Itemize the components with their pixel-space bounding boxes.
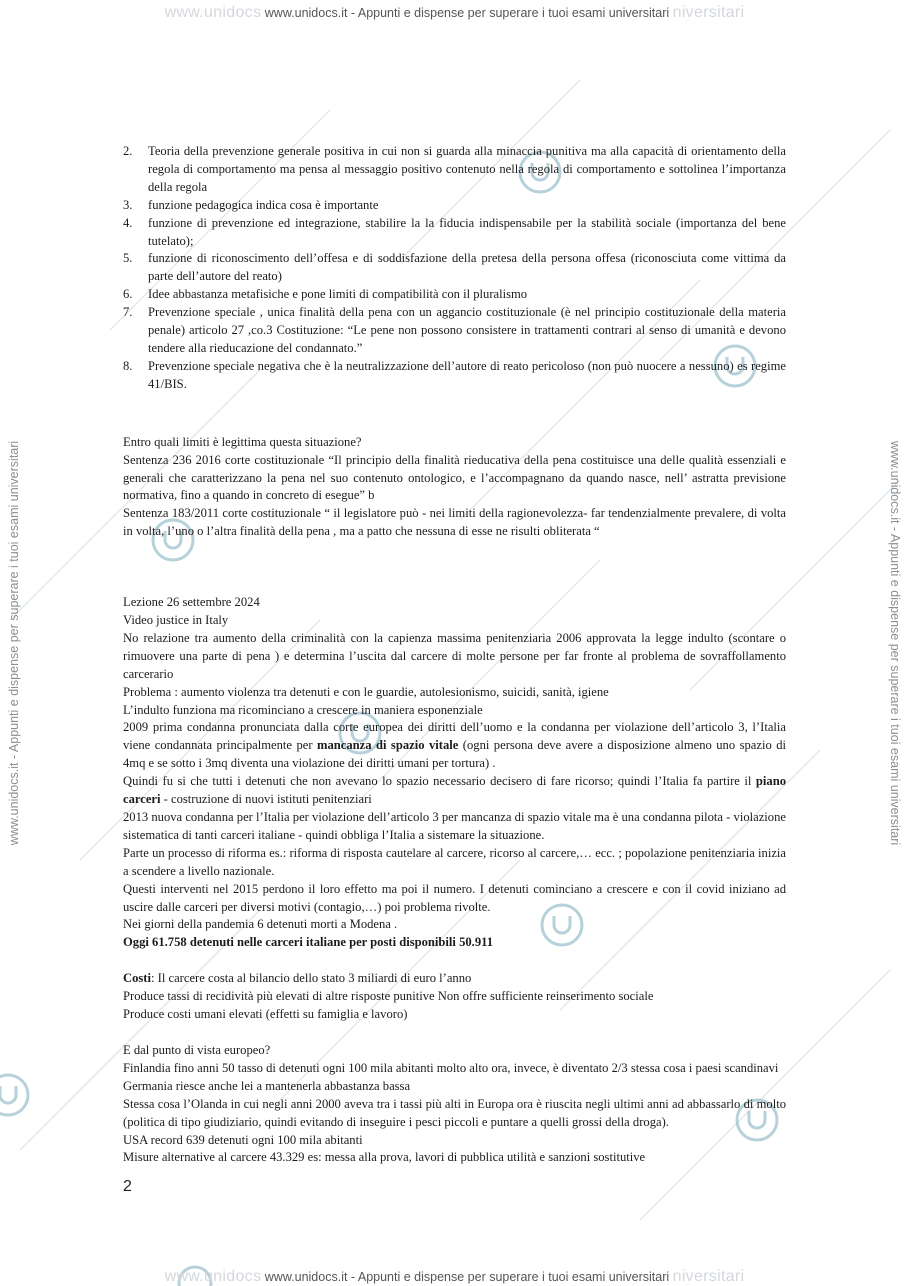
document-body <box>123 143 786 1167</box>
spacer <box>123 541 786 594</box>
sentenza-183-paragraph: Sentenza 183/2011 corte costituzionale “ il legislatore può - nei limiti della ragionevolezza- far tendenzialmente prevalere, di volta in volta, l’uno o l’altra finalità della pena , ma a patto che nessuna di esse ne risulti obliterata “ <box>123 506 786 539</box>
spacer <box>123 394 786 434</box>
costi-umani-paragraph: Produce costi umani elevati (effetti su famiglia e lavoro) <box>123 1007 408 1022</box>
list-item-number: 2. <box>123 144 133 158</box>
olanda-paragraph: Stessa cosa l’Olanda in cui negli anni 2000 aveva tra i tassi più alti in Europa ora è riuscita negli ultimi anni ad abbassarlo di molto (politica di tipo giudiziario, quindi evitando di inseguire i pesci piccoli e puntare a quelli grossi della droga). <box>123 1096 786 1129</box>
list-item <box>123 286 786 304</box>
condanna-2009-text-a: 2009 prima condanna pronunciata dalla corte europea dei diritti dell’uomo e la condanna per violazione dell’articolo 3, l’Italia viene condannata principalmente per <box>123 720 786 753</box>
watermark-header <box>0 4 909 22</box>
list-item-text: funzione di prevenzione ed integrazione, stabilire la la fiducia indispensabile per la stabilità sociale (importanza del bene tutelato); <box>148 215 786 248</box>
list-item-text: Teoria della prevenzione generale positiva in cui non si guarda alla minaccia punitiva ma alla capacità di orientamento della regola di comportamento ma pensa al messaggio positivo contenuto nella regola di comportamento e sottolinea l’importanza della regola <box>148 144 786 194</box>
page-number: 2 <box>123 1178 132 1195</box>
europa-question: E dal punto di vista europeo? <box>123 1042 271 1057</box>
costi-label: Costi <box>123 971 151 986</box>
list-item <box>123 358 786 394</box>
spacer <box>123 1024 786 1042</box>
watermark-header-ghost-right: niversitari <box>672 4 745 21</box>
unidocs-logo-icon <box>0 1075 28 1115</box>
list-item-text: funzione pedagogica indica cosa è importante <box>148 197 379 212</box>
list-item <box>123 197 786 215</box>
watermark-footer <box>0 1268 909 1286</box>
list-item <box>123 304 786 358</box>
detenuti-oggi-bold: Oggi 61.758 detenuti nelle carceri italiane per posti disponibili 50.911 <box>123 935 494 950</box>
interventi-2015-paragraph: Questi interventi nel 2015 perdono il loro effetto ma poi il numero. I detenuti cominciano a crescere e con il covid iniziano ad uscire dalle carceri per diversi motivi (contagio,…) poi problema rivolte. <box>123 881 786 914</box>
spacer <box>123 952 786 970</box>
watermark-side-right <box>888 440 902 846</box>
indulto-esito-paragraph: L’indulto funziona ma ricominciano a crescere in maniera esponenziale <box>123 702 483 717</box>
list-item-text: Prevenzione speciale , unica finalità della pena con un aggancio costituzionale (è nel principio costituzionale della materia penale) articolo 27 ,co.3 Costituzione: “Le pene non possono consistere in trattamenti contrari al senso di umanità e devono tendere alla rieducazione del condannato.” <box>148 305 786 355</box>
condanna-2013-paragraph: 2013 nuova condanna per l’Italia per violazione dell’articolo 3 per mancanza di spazio vitale ma è una condanna pilota - violazione sistematica di tanti carceri italiane - quindi obbliga l’Italia a sistemare la situazione. <box>123 810 786 842</box>
limiti-question: Entro quali limiti è legittima questa situazione? <box>123 434 362 449</box>
watermark-header-ghost-left: www.unidocs <box>164 4 262 21</box>
list-item-number: 8. <box>123 358 133 373</box>
watermark-side-left <box>7 440 21 846</box>
detenuti-oggi-paragraph <box>123 934 786 952</box>
sentenza-236-paragraph: Sentenza 236 2016 corte costituzionale “Il principio della finalità rieducativa della pena costituisce una delle qualità essenziali e generali che caratterizzano la pena nel suo contenuto ontologico, e l’accompagnano da quando nasce, nell’ astratta previsione normativa, fino a quando in concreto di esegue” b <box>123 452 786 503</box>
problema-paragraph: Problema : aumento violenza tra detenuti e con le guardie, autolesionismo, suicidi, sanità, igiene <box>123 684 609 699</box>
piano-carceri-bold: piano carceri <box>123 774 786 807</box>
watermark-footer-ghost-left: www.unidocs <box>164 1268 262 1285</box>
finlandia-paragraph: Finlandia fino anni 50 tasso di detenuti ogni 100 mila abitanti molto alto ora, invece, è diventato 2/3 stessa cosa i paesi scandinavi <box>123 1060 779 1075</box>
pandemia-paragraph: Nei giorni della pandemia 6 detenuti morti a Modena . <box>123 917 398 932</box>
watermark-footer-ghost-right: niversitari <box>672 1268 745 1285</box>
lezione-date: Lezione 26 settembre 2024 <box>123 595 260 610</box>
list-item-text: funzione di riconoscimento dell’offesa e di soddisfazione della pretesa della persona offesa (riconosciuta come vittima da parte dell’autore del reato) <box>148 251 786 284</box>
list-item-text: Idee abbastanza metafisiche e pone limiti di compatibilità con il pluralismo <box>148 287 528 302</box>
numbered-list <box>123 143 786 394</box>
condanna-2009-paragraph <box>123 719 786 773</box>
watermark-footer-text: www.unidocs.it - Appunti e dispense per superare i tuoi esami universitari <box>264 1270 670 1284</box>
misure-alternative-paragraph: Misure alternative al carcere 43.329 es: messa alla prova, lavori di pubblica utilità e sanzioni sostitutive <box>123 1150 646 1165</box>
list-item <box>123 143 786 197</box>
germania-paragraph: Germania riesce anche lei a mantenerla abbastanza bassa <box>123 1078 411 1093</box>
list-item-number: 4. <box>123 215 133 230</box>
riforma-paragraph: Parte un processo di riforma es.: riforma di risposta cautelare al carcere, ricorso al carcere,… ecc. ; popolazione penitenziaria inizia a scendere a livello nazionale. <box>123 845 786 878</box>
costi-paragraph <box>123 970 786 988</box>
list-item-number: 6. <box>123 287 133 302</box>
costi-text: : Il carcere costa al bilancio dello stato 3 miliardi di euro l’anno <box>151 971 472 986</box>
list-item-number: 3. <box>123 197 133 212</box>
watermark-side-left-text: www.unidocs.it - Appunti e dispense per superare i tuoi esami universitari <box>7 440 21 846</box>
watermark-header-text: www.unidocs.it - Appunti e dispense per superare i tuoi esami universitari <box>264 6 670 20</box>
piano-carceri-text-a: Quindi fu si che tutti i detenuti che non avevano lo spazio necessario decisero di fare ricorso; quindi l’Italia fa partire il <box>123 774 756 789</box>
lezione-video: Video justice in Italy <box>123 613 229 628</box>
list-item-text: Prevenzione speciale negativa che è la neutralizzazione dell’autore di reato pericoloso (non può nuocere a nessuno) es regime 41/BIS. <box>148 358 786 391</box>
list-item <box>123 250 786 286</box>
indulto-paragraph: No relazione tra aumento della criminalità con la capienza massima penitenziaria 2006 approvata la legge indulto (scontare o rimuovere una parte di pena ) e determina l’uscita dal carcere di molte persone per far fronte al problema de sovraffollamento carcerario <box>123 630 786 681</box>
recidiva-paragraph: Produce tassi di recidività più elevati di altre risposte punitive Non offre sufficiente reinserimento sociale <box>123 989 654 1004</box>
usa-paragraph: USA record 639 detenuti ogni 100 mila abitanti <box>123 1132 363 1147</box>
piano-carceri-text-c: - costruzione di nuovi istituti penitenziari <box>160 792 372 807</box>
condanna-2009-text-c: (ogni persona deve avere a disposizione almeno uno spazio di 4mq e se sotto i 3mq diventa una violazione dei diritti umani per tortura) . <box>123 738 786 771</box>
list-item <box>123 215 786 251</box>
condanna-2009-bold: mancanza di spazio vitale <box>316 738 459 753</box>
unidocs-logo-icon <box>179 1267 211 1286</box>
list-item-number: 7. <box>123 305 133 320</box>
watermark-side-right-text: www.unidocs.it - Appunti e dispense per superare i tuoi esami universitari <box>888 440 902 846</box>
list-item-number: 5. <box>123 251 133 266</box>
piano-carceri-paragraph <box>123 773 786 809</box>
